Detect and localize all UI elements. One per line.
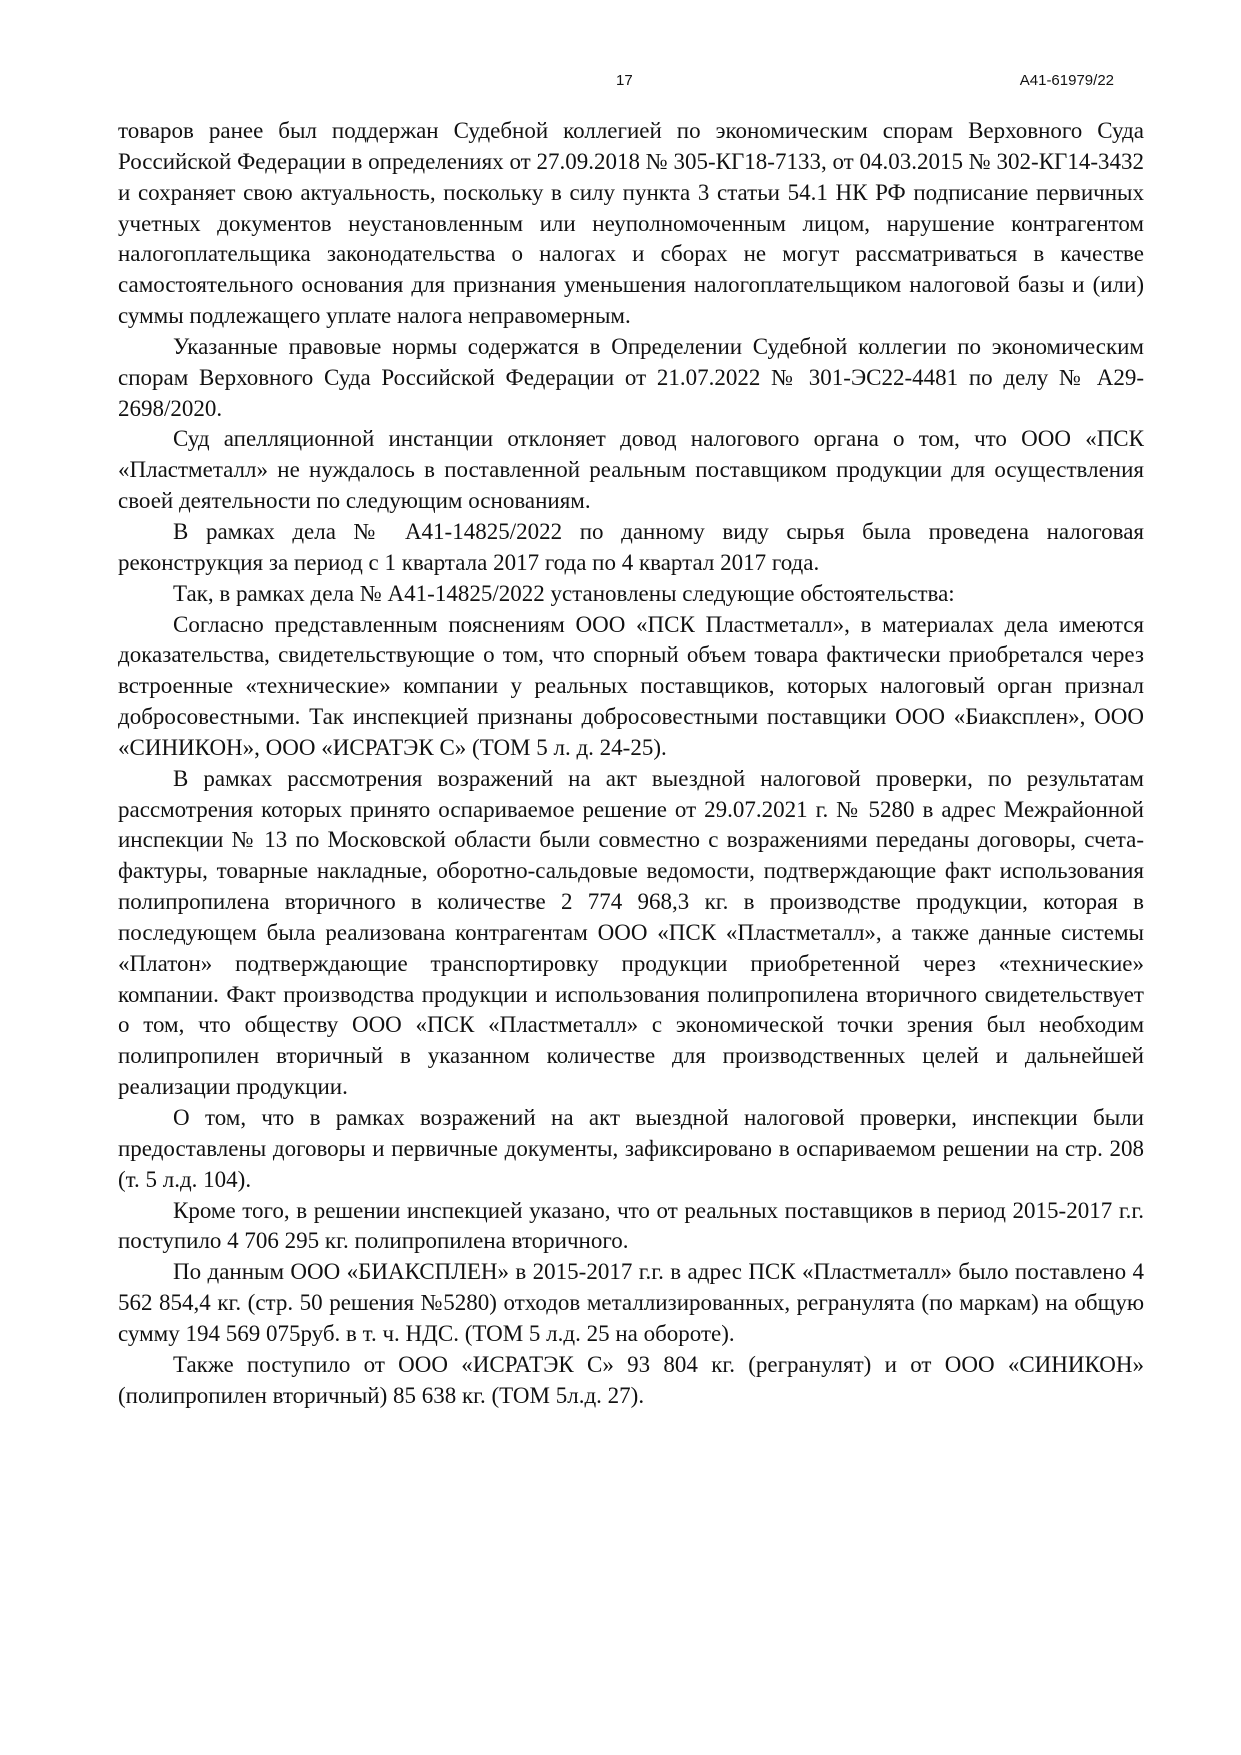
- page-number: 17: [616, 72, 633, 89]
- paragraph: Указанные правовые нормы содержатся в Определении Судебной коллегии по экономическим спорам Верховного Суда Российской Федерации от 21.07.2022 № 301-ЭС22-4481 по делу № А29-2698/2020.: [118, 333, 1144, 421]
- paragraph: В рамках рассмотрения возражений на акт выездной налоговой проверки, по результатам рассмотрения которых принято оспариваемое решение от 29.07.2021 г. № 5280 в адрес Межрайонной инспекции № 13 по Московской области были совместно с возражениями переданы договоры, счета-фактуры, товарные накладные, оборотно-сальдовые ведомости, подтверждающие факт использования полипропилена вторичного в количестве 2 774 968,3 кг. в производстве продукции, которая в последующем была реализована контрагентам ООО «ПСК «Пластметалл», а также данные системы «Платон» подтверждающие транспортировку продукции приобретенной через «технические» компании. Факт производства продукции и использования полипропилена вторичного свидетельствует о том, что обществу ООО «ПСК «Пластметалл» с экономической точки зрения был необходим полипропилен вторичный в указанном количестве для производственных целей и дальнейшей реализации продукции.: [118, 765, 1144, 1100]
- paragraph: В рамках дела № А41-14825/2022 по данному виду сырья была проведена налоговая реконструкция за период с 1 квартала 2017 года по 4 квартал 2017 года.: [118, 518, 1144, 575]
- paragraph: По данным ООО «БИАКСПЛЕН» в 2015-2017 г.г. в адрес ПСК «Пластметалл» было поставлено 4 562 854,4 кг. (стр. 50 решения №5280) отходов металлизированных, регранулята (по маркам) на общую сумму 194 569 075руб. в т. ч. НДС. (ТОМ 5 л.д. 25 на обороте).: [118, 1259, 1144, 1346]
- page-header: [0, 72, 1241, 96]
- paragraph: О том, что в рамках возражений на акт выездной налоговой проверки, инспекции были предоставлены договоры и первичные документы, зафиксировано в оспариваемом решении на стр. 208 (т. 5 л.д. 104).: [118, 1105, 1144, 1192]
- paragraph: Суд апелляционной инстанции отклоняет довод налогового органа о том, что ООО «ПСК «Пластметалл» не нуждалось в поставленной реальным поставщиком продукции для осуществления своей деятельности по следующим основаниям.: [118, 426, 1144, 514]
- paragraph: Кроме того, в решении инспекцией указано, что от реальных поставщиков в период 2015-2017 г.г. поступило 4 706 295 кг. полипропилена вторичного.: [118, 1197, 1144, 1254]
- paragraph: Также поступило от ООО «ИСРАТЭК С» 93 804 кг. (регранулят) и от ООО «СИНИКОН» (полипропилен вторичный) 85 638 кг. (ТОМ 5л.д. 27).: [118, 1351, 1144, 1408]
- paragraph: Согласно представленным пояснениям ООО «ПСК Пластметалл», в материалах дела имеются доказательства, свидетельствующие о том, что спорный объем товара фактически приобретался через встроенные «технические» компании у реальных поставщиков, которых налоговый орган признал добросовестными. Так инспекцией признаны добросовестными поставщики ООО «Биаксплен», ООО «СИНИКОН», ООО «ИСРАТЭК С» (ТОМ 5 л. д. 24-25).: [118, 611, 1144, 760]
- paragraph: товаров ранее был поддержан Судебной коллегией по экономическим спорам Верховного Суда Российской Федерации в определениях от 27.09.2018 № 305-КГ18-7133, от 04.03.2015 № 302-КГ14-3432 и сохраняет свою актуальность, поскольку в силу пункта 3 статьи 54.1 НК РФ подписание первичных учетных документов неустановленным или неуполномоченным лицом, нарушение контрагентом налогоплательщика законодательства о налогах и сборах не могут рассматриваться в качестве самостоятельного основания для признания уменьшения налогоплательщиком налоговой базы и (или) суммы подлежащего уплате налога неправомерным.: [118, 118, 1144, 329]
- document-body: [118, 116, 1144, 1411]
- case-number: А41-61979/22: [1019, 72, 1114, 89]
- paragraph: Так, в рамках дела № А41-14825/2022 установлены следующие обстоятельства:: [173, 580, 955, 606]
